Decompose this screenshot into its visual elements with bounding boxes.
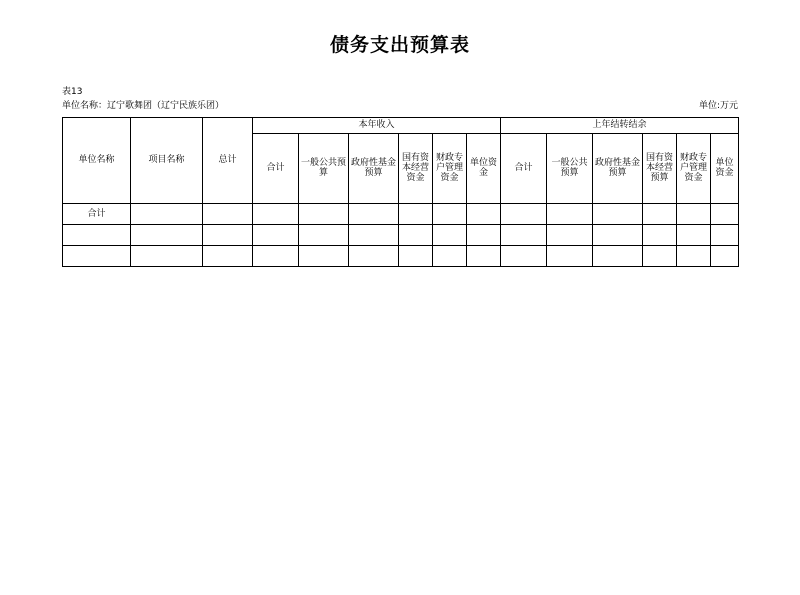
subheader-carryover-total-label: 合计 xyxy=(514,163,533,173)
cell-total xyxy=(203,204,253,225)
cell-project-name xyxy=(131,204,203,225)
cell-carryover-general-public xyxy=(547,225,593,246)
subheader-carryover-unit-fund-label: 单位资金 xyxy=(715,158,734,178)
table-group-header-row xyxy=(63,118,739,134)
budget-table xyxy=(62,117,739,267)
cell-carryover-total xyxy=(501,204,547,225)
table-row xyxy=(63,225,739,246)
subheader-carryover-fiscal-account xyxy=(677,134,711,204)
cell-carryover-fiscal-account xyxy=(677,204,711,225)
cell-carryover-fiscal-account xyxy=(677,225,711,246)
subheader-current-total xyxy=(253,134,299,204)
subheader-current-govt-fund xyxy=(349,134,399,204)
cell-carryover-unit-fund xyxy=(711,246,739,267)
cell-current-general-public xyxy=(299,225,349,246)
table-row xyxy=(63,246,739,267)
cell-current-state-capital xyxy=(399,204,433,225)
cell-current-unit-fund xyxy=(467,204,501,225)
subheader-carryover-govt-fund xyxy=(593,134,643,204)
cell-current-unit-fund xyxy=(467,225,501,246)
cell-carryover-govt-fund xyxy=(593,204,643,225)
cell-current-general-public xyxy=(299,204,349,225)
row-label xyxy=(63,246,131,267)
subheader-carryover-general-public-label: 一般公共预算 xyxy=(551,158,588,178)
cell-current-unit-fund xyxy=(467,246,501,267)
subheader-carryover-total xyxy=(501,134,547,204)
subheader-carryover-fiscal-account-label: 财政专户管理资金 xyxy=(680,153,708,183)
cell-current-state-capital xyxy=(399,246,433,267)
cell-carryover-state-capital xyxy=(643,246,677,267)
subheader-current-fiscal-account-label: 财政专户管理资金 xyxy=(435,153,463,183)
document-meta xyxy=(62,85,738,113)
subheader-current-govt-fund-label: 政府性基金预算 xyxy=(350,158,396,178)
cell-carryover-general-public xyxy=(547,204,593,225)
cell-current-total xyxy=(253,204,299,225)
cell-current-total xyxy=(253,225,299,246)
cell-current-fiscal-account xyxy=(433,246,467,267)
subheader-current-general-public xyxy=(299,134,349,204)
group-header-current-year-income: 本年收入 xyxy=(253,118,501,134)
cell-carryover-fiscal-account xyxy=(677,246,711,267)
row-label: 合计 xyxy=(63,204,131,225)
cell-carryover-govt-fund xyxy=(593,246,643,267)
header-project-name: 项目名称 xyxy=(131,118,203,204)
cell-carryover-unit-fund xyxy=(711,225,739,246)
cell-total xyxy=(203,246,253,267)
subheader-carryover-general-public xyxy=(547,134,593,204)
cell-current-govt-fund xyxy=(349,246,399,267)
table-body xyxy=(63,204,739,267)
table-row xyxy=(63,204,739,225)
cell-current-state-capital xyxy=(399,225,433,246)
meta-row xyxy=(62,99,738,113)
subheader-current-state-capital xyxy=(399,134,433,204)
cell-carryover-govt-fund xyxy=(593,225,643,246)
cell-current-fiscal-account xyxy=(433,204,467,225)
unit-measure: 单位:万元 xyxy=(698,101,738,111)
cell-total xyxy=(203,225,253,246)
subheader-current-unit-fund-label: 单位资金 xyxy=(470,158,498,178)
cell-carryover-total xyxy=(501,225,547,246)
group-header-carryover: 上年结转结余 xyxy=(501,118,739,134)
row-label xyxy=(63,225,131,246)
cell-current-govt-fund xyxy=(349,225,399,246)
subheader-current-state-capital-label: 国有资本经营资金 xyxy=(401,153,429,183)
unit-name-value: 辽宁歌舞团（辽宁民族乐团） xyxy=(107,101,225,111)
subheader-carryover-govt-fund-label: 政府性基金预算 xyxy=(595,158,641,178)
subheader-carryover-state-capital xyxy=(643,134,677,204)
cell-current-general-public xyxy=(299,246,349,267)
subheader-carryover-state-capital-label: 国有资本经营预算 xyxy=(646,153,674,183)
cell-carryover-general-public xyxy=(547,246,593,267)
header-unit-name: 单位名称 xyxy=(63,118,131,204)
subheader-carryover-unit-fund xyxy=(711,134,739,204)
cell-current-govt-fund xyxy=(349,204,399,225)
cell-current-total xyxy=(253,246,299,267)
unit-name xyxy=(62,99,224,113)
cell-carryover-total xyxy=(501,246,547,267)
cell-carryover-state-capital xyxy=(643,225,677,246)
subheader-current-total-label: 合计 xyxy=(266,163,285,173)
subheader-current-general-public-label: 一般公共预算 xyxy=(300,158,346,178)
page-title: 债务支出预算表 xyxy=(329,34,470,56)
subheader-current-unit-fund xyxy=(467,134,501,204)
subheader-current-fiscal-account xyxy=(433,134,467,204)
table-number: 表13 xyxy=(62,87,83,97)
cell-carryover-unit-fund xyxy=(711,204,739,225)
cell-current-fiscal-account xyxy=(433,225,467,246)
cell-carryover-state-capital xyxy=(643,204,677,225)
cell-project-name xyxy=(131,225,203,246)
document-page xyxy=(0,30,800,595)
cell-project-name xyxy=(131,246,203,267)
header-total: 总计 xyxy=(203,118,253,204)
unit-name-label: 单位名称： xyxy=(62,101,108,111)
